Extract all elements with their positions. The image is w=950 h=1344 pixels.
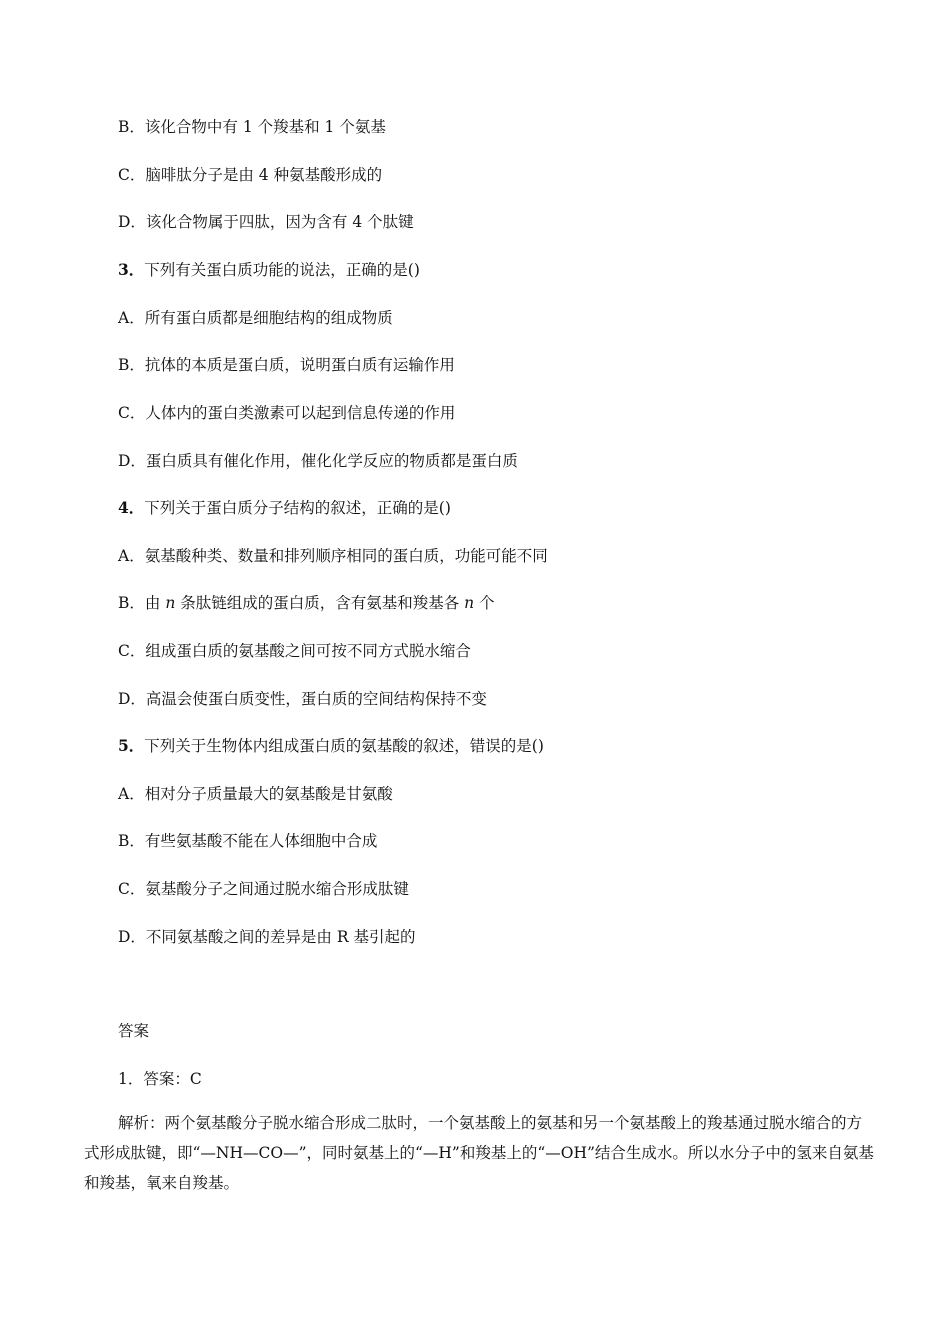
q3-option-c: C．人体内的蛋白类激素可以起到信息传递的作用	[118, 404, 456, 422]
q2-option-c: C．脑啡肽分子是由 4 种氨基酸形成的	[118, 166, 383, 184]
q3-number: 3．	[118, 260, 145, 279]
q5-stem	[118, 736, 544, 756]
q4-option-c: C．组成蛋白质的氨基酸之间可按不同方式脱水缩合	[118, 642, 471, 660]
q4-option-b-var2: n	[464, 594, 475, 612]
answers-heading: 答案	[118, 1022, 150, 1040]
q5-option-b: B．有些氨基酸不能在人体细胞中合成	[118, 832, 378, 850]
q4-option-b-pre: B．由	[118, 594, 166, 612]
answer-1: 1．答案：C	[118, 1070, 202, 1088]
q4-option-d: D．高温会使蛋白质变性，蛋白质的空间结构保持不变	[118, 690, 487, 708]
q4-option-b	[118, 593, 495, 613]
q5-number: 5．	[118, 736, 145, 755]
q3-stem	[118, 260, 420, 280]
q3-stem-text: 下列有关蛋白质功能的说法，正确的是()	[144, 261, 420, 279]
q3-option-b: B．抗体的本质是蛋白质，说明蛋白质有运输作用	[118, 356, 455, 374]
q4-option-b-var1: n	[165, 594, 176, 612]
q5-option-c: C．氨基酸分子之间通过脱水缩合形成肽键	[118, 880, 409, 898]
q2-option-d: D．该化合物属于四肽，因为含有 4 个肽键	[118, 213, 414, 231]
q4-stem-text: 下列关于蛋白质分子结构的叙述，正确的是()	[144, 499, 451, 517]
q3-option-a: A．所有蛋白质都是细胞结构的组成物质	[118, 309, 393, 327]
q3-option-d: D．蛋白质具有催化作用，催化化学反应的物质都是蛋白质	[118, 452, 518, 470]
q5-stem-text: 下列关于生物体内组成蛋白质的氨基酸的叙述，错误的是()	[144, 737, 544, 755]
q5-option-a: A．相对分子质量最大的氨基酸是甘氨酸	[118, 785, 393, 803]
q4-option-b-mid: 条肽链组成的蛋白质，含有氨基和羧基各	[175, 594, 465, 612]
q4-option-a: A．氨基酸种类、数量和排列顺序相同的蛋白质，功能可能不同	[118, 547, 548, 565]
q5-option-d: D．不同氨基酸之间的差异是由 R 基引起的	[118, 928, 416, 946]
q4-option-b-post: 个	[474, 594, 495, 612]
q4-stem	[118, 498, 451, 518]
q4-number: 4．	[118, 498, 145, 517]
q2-option-b: B．该化合物中有 1 个羧基和 1 个氨基	[118, 118, 386, 136]
answer-1-explanation: 解析：两个氨基酸分子脱水缩合形成二肽时，一个氨基酸上的氨基和另一个氨基酸上的羧基通过脱水缩合的方式形成肽键，即“—NH—CO—”，同时氨基上的“—H”和羧基上的“—OH”结合生成水。所以水分子中的氢来自氨基和羧基，氧来自羧基。	[84, 1114, 874, 1192]
